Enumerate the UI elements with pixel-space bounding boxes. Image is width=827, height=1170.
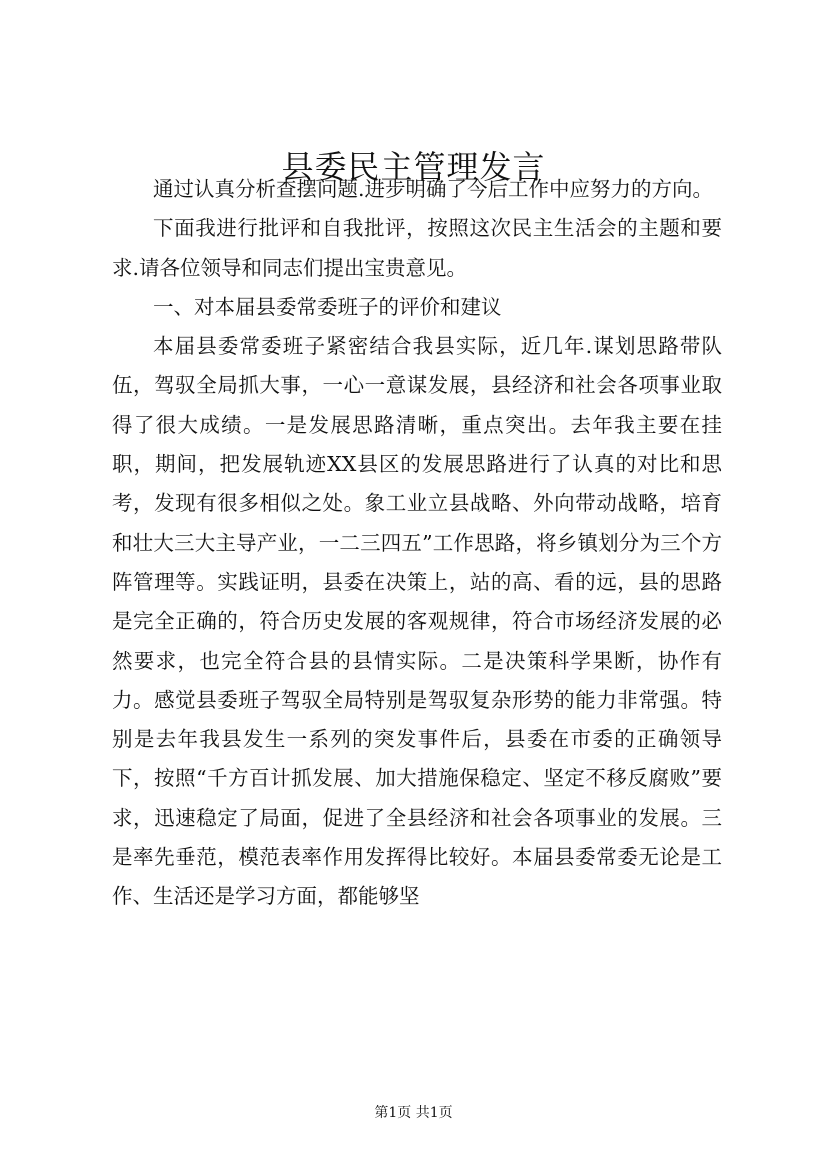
section-heading: 一、对本届县委常委班子的评价和建议: [153, 294, 502, 319]
paragraph: 通过认真分析查摆问题.进步明确了今后工作中应努力的方向。: [153, 177, 714, 201]
paragraph: 本届县委常委班子紧密结合我县实际，近几年.谋划思路带队伍，驾驭全局抓大事，一心一意谋发展，县经济和社会各项事业取得了很大成绩。一是发展思路清晰，重点突出。去年我主要在挂职，期间，把发展轨迹XX县区的发展思路进行了认真的对比和思考，发现有很多相似之处。象工业立县战略、外向带动战略，培育和壮大三大主导产业，一二三四五”工作思路，将乡镇划分为三个方阵管理等。实践证明，县委在决策上，站的高、看的远，县的思路是完全正确的，符合历史发展的客观规律，符合市场经济发展的必然要求，也完全符合县的县情实际。二是决策科学果断，协作有力。感觉县委班子驾驭全局特别是驾驭复杂形势的能力非常强。特别是去年我县发生一系列的突发事件后，县委在市委的正确领导下，按照“千方百计抓发展、加大措施保稳定、坚定不移反腐败”要求，迅速稳定了局面，促进了全县经济和社会各项事业的发展。三是率先垂范，模范表率作用发挥得比较好。本届县委常委无论是工作、生活还是学习方面，都能够坚: [112, 334, 722, 909]
document-body: [112, 170, 722, 917]
paragraph: 下面我进行批评和自我批评，按照这次民主生活会的主题和要求.请各位领导和同志们提出宝贵意见。: [112, 216, 722, 280]
page-number-footer: 第1页 共1页: [374, 1105, 453, 1121]
document-title: 县委民主管理发言: [281, 148, 546, 186]
